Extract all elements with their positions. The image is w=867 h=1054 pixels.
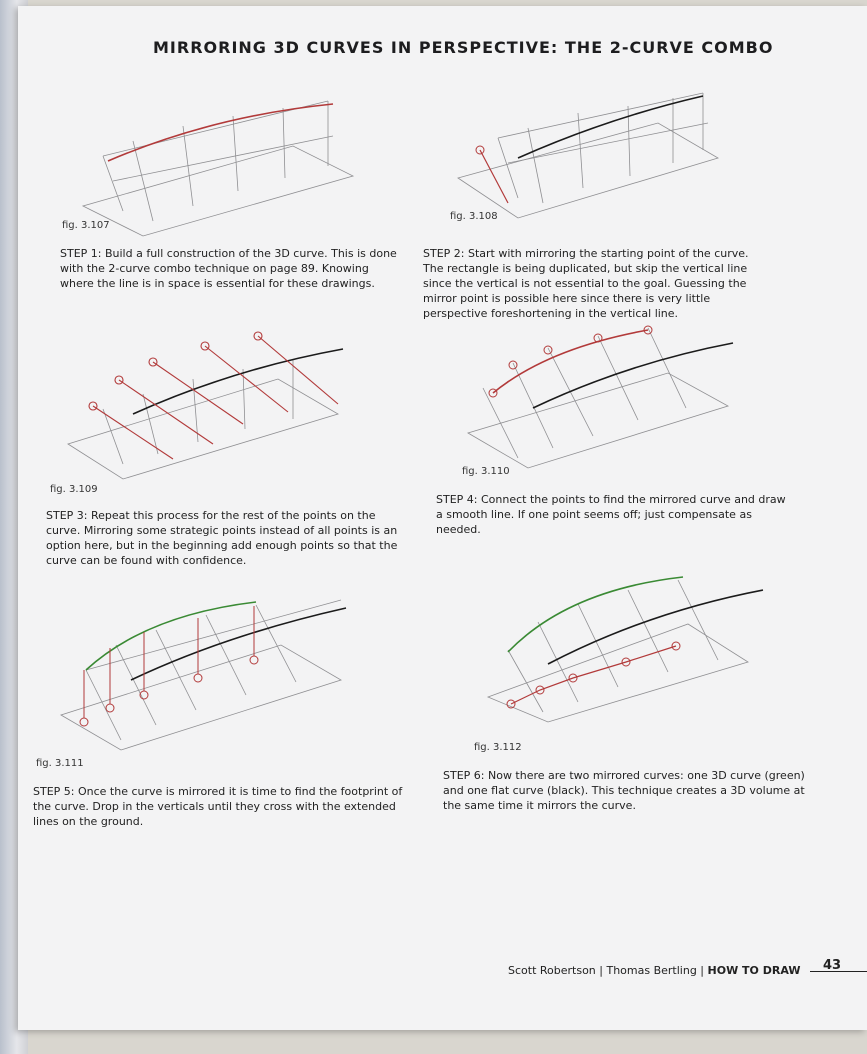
figure-label: fig. 3.109 (50, 484, 98, 495)
mirror-points (489, 326, 652, 397)
black-curve (518, 96, 703, 158)
figure-label: fig. 3.110 (462, 466, 510, 477)
page-number: 43 (823, 958, 842, 973)
construction-drawing (73, 86, 373, 246)
mirror-points (89, 332, 338, 459)
figure-3-111 (56, 590, 356, 750)
figure-3-112 (478, 562, 778, 722)
construction-drawing (478, 562, 778, 722)
page-title: MIRRORING 3D CURVES IN PERSPECTIVE: THE 2-CURVE COMBO (153, 38, 774, 57)
step-5-text: STEP 5: Once the curve is mirrored it is time to find the footprint of the curve. Drop in the verticals until they cross with the extended lines on the ground. (33, 785, 403, 828)
figure-label: fig. 3.108 (450, 211, 498, 222)
book-page (18, 6, 867, 1030)
step-3-text: STEP 3: Repeat this process for the rest of the points on the curve. Mirroring some strategic points instead of all points is an option here, but in the beginning add enough points so that the curve can be found with confidence. (46, 509, 398, 567)
figure-3-110 (458, 318, 758, 478)
step-2-text: STEP 2: Start with mirroring the starting point of the curve. The rectangle is being duplicated, but skip the vertical line since the vertical is not essential to the goal. Guessing the mirror point is possible here since there is very little perspective foreshortening in the vertical line. (423, 247, 749, 320)
footer-book-title: HOW TO DRAW (707, 964, 801, 977)
figure-label: fig. 3.111 (36, 758, 84, 769)
footer-authors: Scott Robertson | Thomas Bertling | (508, 964, 705, 977)
construction-drawing (458, 318, 758, 478)
construction-drawing (56, 590, 356, 750)
footprint-points (507, 642, 680, 708)
figure-3-107 (73, 86, 373, 246)
figure-label: fig. 3.107 (62, 220, 110, 231)
step-4-text: STEP 4: Connect the points to find the mirrored curve and draw a smooth line. If one point seems off; just compensate as needed. (436, 493, 786, 536)
construction-drawing (63, 324, 363, 484)
step-6-text: STEP 6: Now there are two mirrored curves: one 3D curve (green) and one flat curve (black). This technique creates a 3D volume at the same time it mirrors the curve. (443, 769, 805, 812)
flat-red-curve (511, 646, 676, 704)
page-footer (508, 964, 867, 977)
figure-3-109 (63, 324, 363, 484)
figure-label: fig. 3.112 (474, 742, 522, 753)
step-1-text: STEP 1: Build a full construction of the 3D curve. This is done with the 2-curve combo technique on page 89. Knowing where the line is in space is essential for these drawings. (60, 247, 397, 290)
mirrored-red-curve (493, 330, 648, 393)
red-curve (108, 104, 333, 161)
